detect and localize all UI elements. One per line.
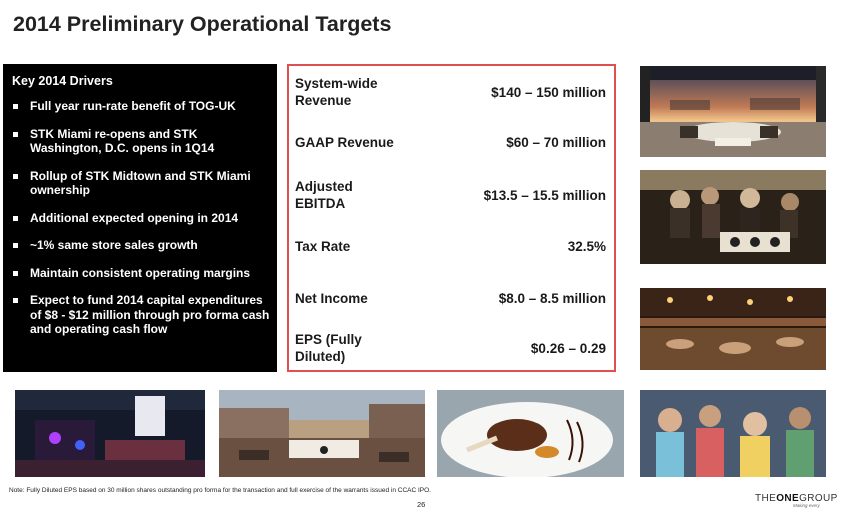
key-drivers-panel bbox=[3, 64, 277, 372]
target-row-gaap-revenue: GAAP Revenue $60 – 70 million bbox=[295, 134, 606, 150]
page-title: 2014 Preliminary Operational Targets bbox=[13, 12, 392, 36]
driver-item: STK Miami re-opens and STK Washington, D.C. opens in 1Q14 bbox=[12, 127, 271, 156]
company-logo: THEONEGROUP Making every bbox=[755, 493, 838, 508]
bullet-square-icon bbox=[13, 216, 18, 221]
page-number: 26 bbox=[417, 500, 426, 509]
photo-nightclub-crowd bbox=[640, 170, 826, 264]
photo-steak-plate bbox=[437, 390, 624, 477]
key-drivers-list bbox=[12, 99, 271, 337]
driver-item: Expect to fund 2014 capital expenditures of $8 - $12 million through pro forma cash and operating cash flow bbox=[12, 293, 271, 337]
key-drivers-heading: Key 2014 Drivers bbox=[12, 74, 113, 88]
photo-terrace-city bbox=[219, 390, 425, 477]
photo-rooftop-lounge-sunset bbox=[640, 66, 826, 157]
photo-restaurant-interior bbox=[640, 288, 826, 370]
driver-item: Rollup of STK Midtown and STK Miami ownership bbox=[12, 169, 271, 198]
target-row-adjusted-ebitda: Adjusted EBITDA $13.5 – 15.5 million bbox=[295, 179, 606, 211]
bullet-square-icon bbox=[13, 298, 18, 303]
bullet-square-icon bbox=[13, 174, 18, 179]
bullet-square-icon bbox=[13, 104, 18, 109]
driver-item: ~1% same store sales growth bbox=[12, 238, 271, 253]
bullet-square-icon bbox=[13, 271, 18, 276]
photo-club-aerial bbox=[15, 390, 205, 477]
bullet-square-icon bbox=[13, 243, 18, 248]
bullet-square-icon bbox=[13, 132, 18, 137]
driver-item: Additional expected opening in 2014 bbox=[12, 211, 271, 226]
targets-table bbox=[287, 64, 616, 372]
driver-item: Full year run-rate benefit of TOG-UK bbox=[12, 99, 271, 114]
driver-item: Maintain consistent operating margins bbox=[12, 266, 271, 281]
photo-party-crowd bbox=[640, 390, 826, 477]
target-row-tax-rate: Tax Rate 32.5% bbox=[295, 238, 606, 254]
target-row-system-revenue: System-wide Revenue $140 – 150 million bbox=[295, 76, 606, 108]
target-row-net-income: Net Income $8.0 – 8.5 million bbox=[295, 290, 606, 306]
target-row-eps: EPS (Fully Diluted) $0.26 – 0.29 bbox=[295, 332, 606, 364]
footnote: Note: Fully Diluted EPS based on 30 million shares outstanding pro forma for the transaction and full exercise of the warrants issued in CCAC IPO. bbox=[9, 487, 431, 494]
